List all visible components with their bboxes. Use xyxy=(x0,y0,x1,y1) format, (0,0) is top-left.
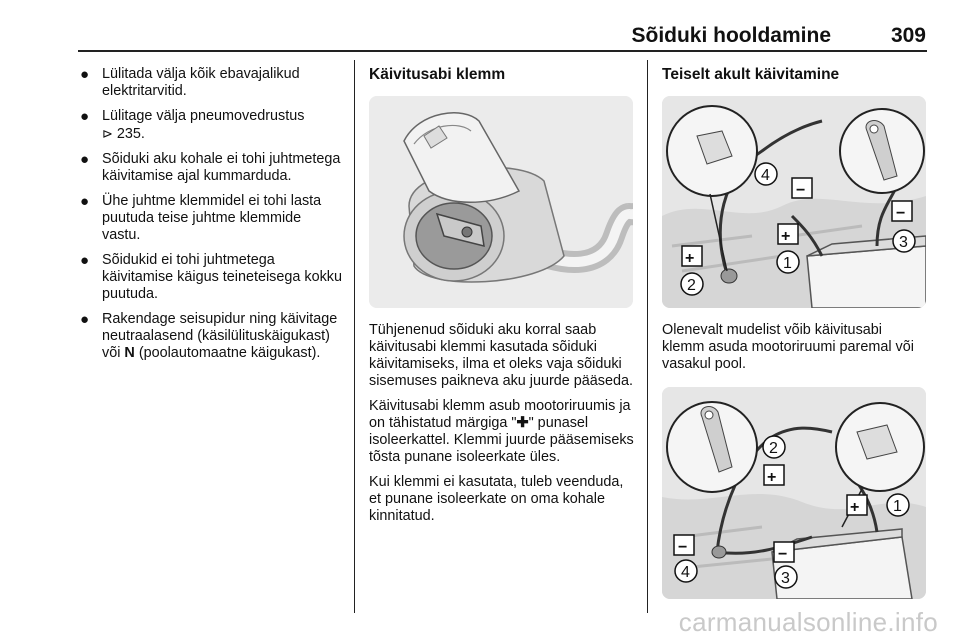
page-header xyxy=(78,24,926,46)
svg-text:−: − xyxy=(678,539,688,556)
section-heading-jump-terminal: Käivitusabi klemm xyxy=(369,66,506,83)
list-item: ● Lülitada välja kõik ebavajalikud elektritarvitid. xyxy=(80,66,300,99)
list-item: ● Sõiduki aku kohale ei tohi juhtmetega käivitamise ajal kummarduda. xyxy=(80,151,341,184)
svg-text:−: − xyxy=(796,182,806,199)
svg-text:1: 1 xyxy=(893,498,902,515)
svg-text:4: 4 xyxy=(681,564,690,581)
svg-text:+: + xyxy=(685,250,695,267)
column-2 xyxy=(369,66,635,533)
page-reference-link[interactable]: 235. xyxy=(116,126,145,142)
list-item: ● Ühe juhtme klemmidel ei tohi lasta puutuda teise juhtme klemmide vastu. xyxy=(80,193,322,243)
section-heading-jump-start: Teiselt akult käivitamine xyxy=(662,66,840,83)
plus-symbol-icon: ✚ xyxy=(516,415,529,431)
jump-start-diagram-mirrored-icon xyxy=(662,387,926,599)
svg-text:3: 3 xyxy=(781,570,790,587)
header-rule xyxy=(78,50,927,52)
label-4: 4 xyxy=(761,167,770,184)
list-item: ● Sõidukid ei tohi juhtmetega käivitamise käigus teineteisega kokku puutuda. xyxy=(80,252,342,302)
jump-start-figure-top xyxy=(662,96,926,308)
list-item: ● Rakendage seisupidur ning käivitage neutraalasend (käsilülituskäigukast) või N (poolautomaatne käigukast). xyxy=(80,311,338,361)
jump-terminal-paragraph-2: Käivitusabi klemm asub mootoriruumis ja on tähistatud märgiga "✚" punasel isoleerkattel. Klemmi juurde pääsemiseks tõsta punane isoleerkate üles. xyxy=(369,398,634,465)
svg-text:−: − xyxy=(778,546,788,563)
svg-text:3: 3 xyxy=(899,234,908,251)
jump-start-terminal-figure xyxy=(369,96,633,308)
page-number: 309 xyxy=(890,24,926,47)
jump-start-paragraph-1: Olenevalt mudelist võib käivitusabi klemm asuda mootoriruumi paremal või vasakul pool. xyxy=(662,322,914,372)
page-title: Sõiduki hooldamine xyxy=(631,24,831,47)
svg-text:−: − xyxy=(896,205,906,222)
svg-text:+: + xyxy=(850,499,860,516)
column-1 xyxy=(80,66,342,370)
svg-text:+: + xyxy=(781,228,791,245)
jump-start-diagram-icon xyxy=(662,96,926,308)
jump-start-terminal-illustration-icon xyxy=(369,96,633,308)
svg-text:1: 1 xyxy=(783,255,792,272)
list-item: ● Lülitage välja pneumovedrustus ⊳ 235. xyxy=(80,108,305,142)
column-divider-right xyxy=(647,60,648,613)
watermark: carmanualsonline.info xyxy=(678,607,938,637)
precautions-list xyxy=(80,66,342,362)
gear-letter: N xyxy=(124,345,135,361)
jump-terminal-paragraph-3: Kui klemmi ei kasutata, tuleb veenduda, et punane isoleerkate on oma kohale kinnitatud. xyxy=(369,474,624,524)
jump-start-figure-bottom xyxy=(662,387,926,599)
column-divider-left xyxy=(354,60,355,613)
label-2: 2 xyxy=(769,440,778,457)
svg-text:2: 2 xyxy=(687,277,696,294)
svg-text:+: + xyxy=(767,469,777,486)
jump-terminal-paragraph-1: Tühjenenud sõiduki aku korral saab käivitusabi klemmi kasutada sõiduki käivitamiseks, ilma et oleks vaja sõiduki sisemuses paikneva aku juurde pääseda. xyxy=(369,322,633,389)
column-3 xyxy=(662,66,926,599)
reference-arrow-icon: ⊳ xyxy=(102,126,113,141)
